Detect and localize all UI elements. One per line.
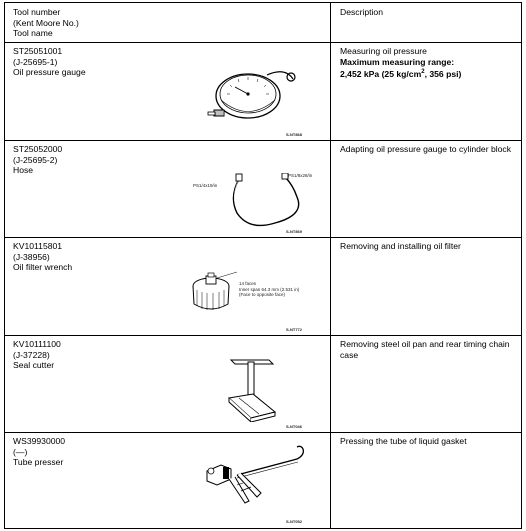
tool-number: ST25052000 [13, 144, 63, 154]
table-row [5, 140, 521, 237]
pressure-gauge-icon [205, 65, 305, 129]
description-text: Removing steel oil pan and rear timing chain [340, 339, 510, 349]
figure-code: S-NT772 [286, 327, 303, 332]
tool-cell [5, 238, 331, 335]
tool-cell [5, 433, 331, 528]
tool-number: WS39930000 [13, 436, 66, 446]
table-row [5, 432, 521, 528]
max-range-label: Maximum measuring range: [340, 56, 455, 67]
tool-cell [5, 141, 331, 237]
tool-name: Tube presser [13, 457, 64, 468]
kent-moore-number: (—) [13, 446, 28, 457]
table-row [5, 42, 521, 140]
kent-moore-number: (J-38956) [13, 251, 50, 262]
filter-wrench-note: 14 faces Inner span 64.3 mm (2.531 in) (Face to opposite face) [239, 281, 300, 298]
tool-name: Seal cutter [13, 360, 55, 371]
description-cell [331, 433, 521, 528]
seal-cutter-icon [223, 352, 281, 422]
figure-code: S-NT046 [286, 424, 303, 429]
tool-name: Oil filter wrench [13, 262, 73, 273]
tool-cell [5, 43, 331, 140]
figure-code: S-NT868 [286, 132, 303, 137]
tool-name: Oil pressure gauge [13, 67, 86, 78]
max-range-value: 2,452 kPa (25 $kg/cm^2$, 356 psi) [340, 69, 462, 80]
kent-moore-number: (J-25695-1) [13, 56, 58, 67]
table-row [5, 335, 521, 432]
fitting-label-right: PS1/8x28/in [288, 173, 313, 178]
special-service-tools-table [4, 2, 522, 529]
tube-presser-icon [201, 445, 311, 511]
kent-moore-number: (J-37228) [13, 349, 50, 360]
tool-number: KV10115801 [13, 241, 63, 251]
table-header-row [5, 3, 521, 42]
header-description: Description [340, 7, 383, 17]
filter-wrench-icon [185, 270, 245, 322]
description-text: Pressing the tube of liquid gasket [340, 436, 467, 446]
description-text-cont: case [340, 349, 359, 360]
description-text: Measuring oil pressure [340, 46, 427, 56]
fitting-label-left: PS1/4x19/in [193, 183, 218, 188]
description-cell [331, 336, 521, 432]
header-tool-column [5, 3, 331, 42]
header-description-column [331, 3, 521, 42]
tool-number: ST25051001 [13, 46, 63, 56]
description-text: Removing and installing oil filter [340, 241, 461, 251]
tool-name: Hose [13, 165, 34, 176]
header-tool-number: Tool number [13, 7, 61, 17]
header-tool-name: Tool name [13, 28, 53, 39]
tool-cell [5, 336, 331, 432]
description-cell [331, 238, 521, 335]
table-row [5, 237, 521, 335]
description-text: Adapting oil pressure gauge to cylinder block [340, 144, 512, 154]
figure-code: S-NT869 [286, 229, 303, 234]
figure-code: S-NT052 [286, 519, 303, 524]
description-cell [331, 141, 521, 237]
tool-number: KV10111100 [13, 339, 61, 349]
description-cell [331, 43, 521, 140]
header-kent-moore-no: (Kent Moore No.) [13, 17, 79, 28]
hose-icon [227, 173, 313, 229]
kent-moore-number: (J-25695-2) [13, 154, 58, 165]
